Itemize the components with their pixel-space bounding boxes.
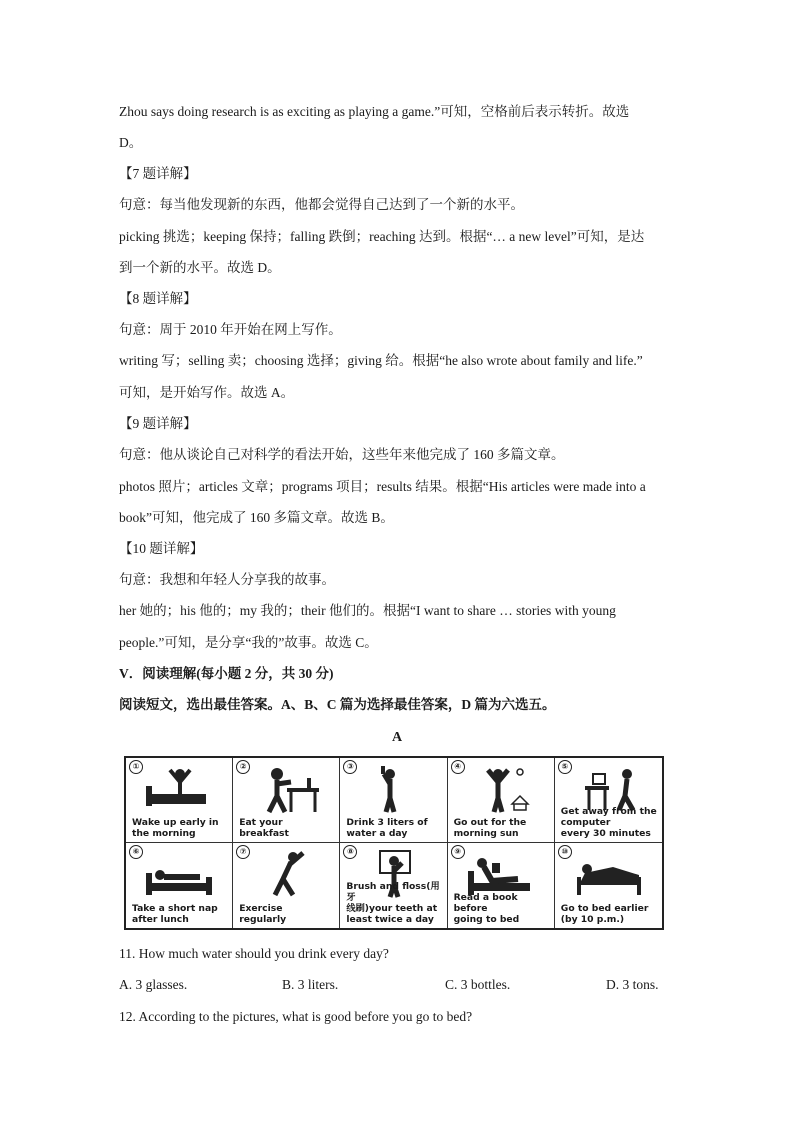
tip-caption: Go to bed earlier (by 10 p.m.) <box>560 903 649 925</box>
tip-cell <box>448 843 555 928</box>
tip-caption: Take a short nap after lunch <box>132 903 218 925</box>
tip-cell <box>555 843 662 928</box>
tip-cell <box>233 758 340 843</box>
tip-caption: Wake up early in the morning <box>132 817 219 839</box>
tip-number: ⑥ <box>129 845 143 859</box>
tip-caption: Brush and floss(用牙 线刷)your teeth at least twice a day <box>346 881 440 925</box>
line-8: 句意：周于 2010 年开始在网上写作。 <box>119 322 342 337</box>
section-v-title: V．阅读理解(每小题 2 分，共 30 分) <box>119 666 334 681</box>
part-a-label: A <box>391 730 403 745</box>
line-6: 到一个新的水平。故选 D。 <box>119 260 281 275</box>
heading-question-8: 【8 题详解】 <box>119 291 197 306</box>
tip-caption: Exercise regularly <box>239 903 287 925</box>
line-17: her 她的；his 他的；my 我的；their 他们的。根据“I want to share … stories with young <box>119 603 616 618</box>
line-13: photos 照片；articles 文章；programs 项目；results 结果。根据“His articles were made into a <box>119 479 646 494</box>
tip-number: ④ <box>451 760 465 774</box>
tip-number: ⑦ <box>236 845 250 859</box>
q11-option-c[interactable]: C. 3 bottles. <box>445 977 511 992</box>
line-18: people.”可知，是分享“我的”故事。故选 C。 <box>119 635 378 650</box>
tip-number: ⑧ <box>343 845 357 859</box>
heading-question-7: 【7 题详解】 <box>119 166 197 181</box>
tip-number: ② <box>236 760 250 774</box>
tip-cell <box>126 843 233 928</box>
tip-number: ⑤ <box>558 760 572 774</box>
line-10: 可知，是开始写作。故选 A。 <box>119 385 295 400</box>
tip-number: ⑩ <box>558 845 572 859</box>
tip-cell <box>233 843 340 928</box>
exercise-icon <box>247 849 327 899</box>
line-16: 句意：我想和年轻人分享我的故事。 <box>119 572 335 587</box>
tip-cell <box>340 843 447 928</box>
sleeping-icon <box>569 849 649 899</box>
q11-option-a[interactable]: A. 3 glasses. <box>119 977 188 992</box>
stretching-in-bed-icon <box>140 764 220 814</box>
tip-cell <box>340 758 447 843</box>
nap-icon <box>140 849 220 899</box>
line-1: Zhou says doing research is as exciting as playing a game.”可知，空格前后表示转折。故选 <box>119 104 630 119</box>
tip-caption: Drink 3 liters of water a day <box>346 817 428 839</box>
tip-caption: Go out for the morning sun <box>453 817 527 839</box>
heading-question-9: 【9 题详解】 <box>119 416 197 431</box>
line-9: writing 写；selling 卖；choosing 选择；giving 给。根据“he also wrote about family and life.” <box>119 353 643 368</box>
q11-option-d[interactable]: D. 3 tons. <box>606 977 659 992</box>
health-tips-grid <box>124 756 664 930</box>
tip-number: ③ <box>343 760 357 774</box>
tip-number: ① <box>129 760 143 774</box>
tip-caption: Read a book before going to bed <box>453 892 520 925</box>
tip-cell <box>126 758 233 843</box>
drinking-water-icon <box>354 764 434 814</box>
heading-question-10: 【10 题详解】 <box>119 541 204 556</box>
tip-caption: Get away from the computer every 30 minutes <box>560 806 657 839</box>
line-12: 句意：他从谈论自己对科学的看法开始，这些年来他完成了 160 多篇文章。 <box>119 447 565 462</box>
tip-cell <box>555 758 662 843</box>
tip-number: ⑨ <box>451 845 465 859</box>
reading-instructions: 阅读短文，选出最佳答案。A、B、C 篇为选择最佳答案，D 篇为六选五。 <box>119 697 556 712</box>
line-14: book”可知，他完成了 160 多篇文章。故选 B。 <box>119 510 394 525</box>
question-12: 12. According to the pictures, what is good before you go to bed? <box>119 1009 473 1024</box>
question-11: 11. How much water should you drink every day? <box>119 946 389 961</box>
line-4: 句意：每当他发现新的东西，他都会觉得自己达到了一个新的水平。 <box>119 197 524 212</box>
eating-breakfast-icon <box>247 764 327 814</box>
tip-cell <box>448 758 555 843</box>
morning-sun-icon <box>462 764 542 814</box>
tip-caption: Eat your breakfast <box>239 817 289 839</box>
q11-option-b[interactable]: B. 3 liters. <box>282 977 339 992</box>
line-5: picking 挑选；keeping 保持；falling 跌倒；reaching 达到。根据“… a new level”可知，是达 <box>119 229 645 244</box>
line-2: D。 <box>119 135 143 150</box>
